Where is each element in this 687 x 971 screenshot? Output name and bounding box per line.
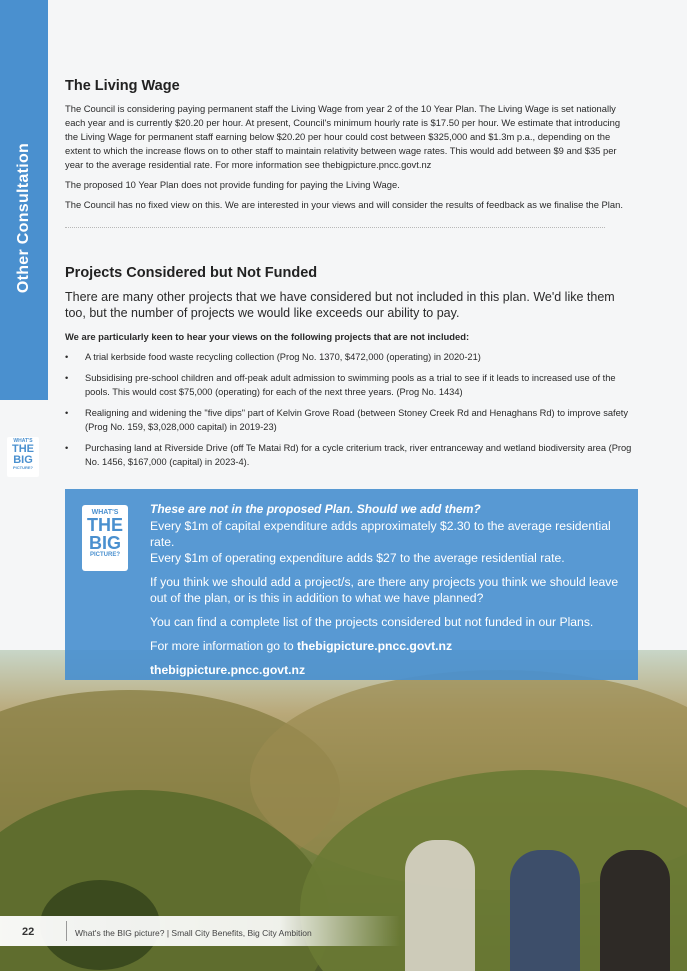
callout-link[interactable]: thebigpicture.pncc.govt.nz	[150, 663, 306, 677]
callout-operating-line: Every $1m of operating expenditure adds $27 to the average residential rate.	[150, 551, 565, 565]
more-info-prefix: For more information go to	[150, 639, 297, 653]
section-divider	[65, 227, 605, 228]
living-wage-para-1: The Council is considering paying permanent staff the Living Wage from year 2 of the 10 Year Plan. The Living Wage is set nationally each year and is currently $20.20 per hour. At present, Council's minimum hourly rate is $17.50 per hour. We estimate that introducing the Living Wage for permanent staff earning below $20.20 per hour could cost between $325,000 and $1.3m p.a., depending on the extent to which the increase flows on to other staff to maintain relativity between wage rates. This would add between $9 and $35 per year to the average residential rate. For more information see thebigpicture.pncc.govt.nz	[65, 103, 621, 170]
list-item: • Subsidising pre-school children and off-peak adult admission to swimming pools as a trial to see if it leads to increased use of the pools. This would cost $75,000 (operating) for each of the next three years. (Prog No. 1434)	[85, 371, 635, 399]
living-wage-para-2: The proposed 10 Year Plan does not provide funding for paying the Living Wage.	[65, 179, 400, 190]
main-content	[65, 78, 635, 476]
footer-text: What's the BIG picture? | Small City Benefits, Big City Ambition	[75, 928, 312, 938]
projects-intro: There are many other projects that we have considered but not included in this plan. We'd like them too, but the number of projects we would like exceeds our ability to pay.	[65, 290, 615, 320]
callout-rates	[150, 518, 630, 566]
living-wage-para-3: The Council has no fixed view on this. We are interested in your views and will consider the results of feedback as we finalise the Plan.	[65, 199, 623, 210]
list-item: • Realigning and widening the "five dips" part of Kelvin Grove Road (between Stoney Creek Rd and Henaghans Rd) to improve safety (Prog No. 159, $3,028,000 capital) in 2019-23)	[85, 406, 635, 434]
projects-heading: Projects Considered but Not Funded	[65, 265, 318, 281]
callout-text	[150, 502, 630, 686]
list-item: • A trial kerbside food waste recycling collection (Prog No. 1370, $472,000 (operating) in 2020-21)	[85, 350, 635, 364]
living-wage-heading: The Living Wage	[65, 78, 180, 94]
sidebar-band	[0, 0, 48, 400]
page-number: 22	[22, 926, 35, 938]
list-item: • Purchasing land at Riverside Drive (off Te Matai Rd) for a cycle criterium track, river entranceway and wetland biodiversity area (Prog No. 1456, $167,000 (capital) in 2023-4).	[85, 441, 635, 469]
footer-separator	[66, 921, 67, 941]
page-footer	[0, 916, 400, 946]
big-picture-logo: WHAT'S THE BIG PICTURE?	[82, 505, 128, 571]
callout-para-3: You can find a complete list of the projects considered but not funded in our Plans.	[150, 615, 594, 629]
callout-title: These are not in the proposed Plan. Should we add them?	[150, 502, 481, 516]
projects-list	[65, 350, 635, 469]
projects-bold-line: We are particularly keen to hear your views on the following projects that are not included:	[65, 331, 470, 342]
sidebar-title: Other Consultation	[15, 142, 32, 294]
callout-box	[65, 489, 638, 680]
callout-para-2: If you think we should add a project/s, are there any projects you think we should leave out of the plan, or is this in addition to what we have planned?	[150, 575, 619, 605]
big-picture-logo-small: WHAT'S THE BIG PICTURE?	[7, 437, 39, 477]
callout-more-info	[150, 638, 630, 654]
callout-capital-line: Every $1m of capital expenditure adds approximately $2.30 to the average residential rate.	[150, 519, 611, 549]
more-info-link[interactable]: thebigpicture.pncc.govt.nz	[297, 639, 453, 653]
